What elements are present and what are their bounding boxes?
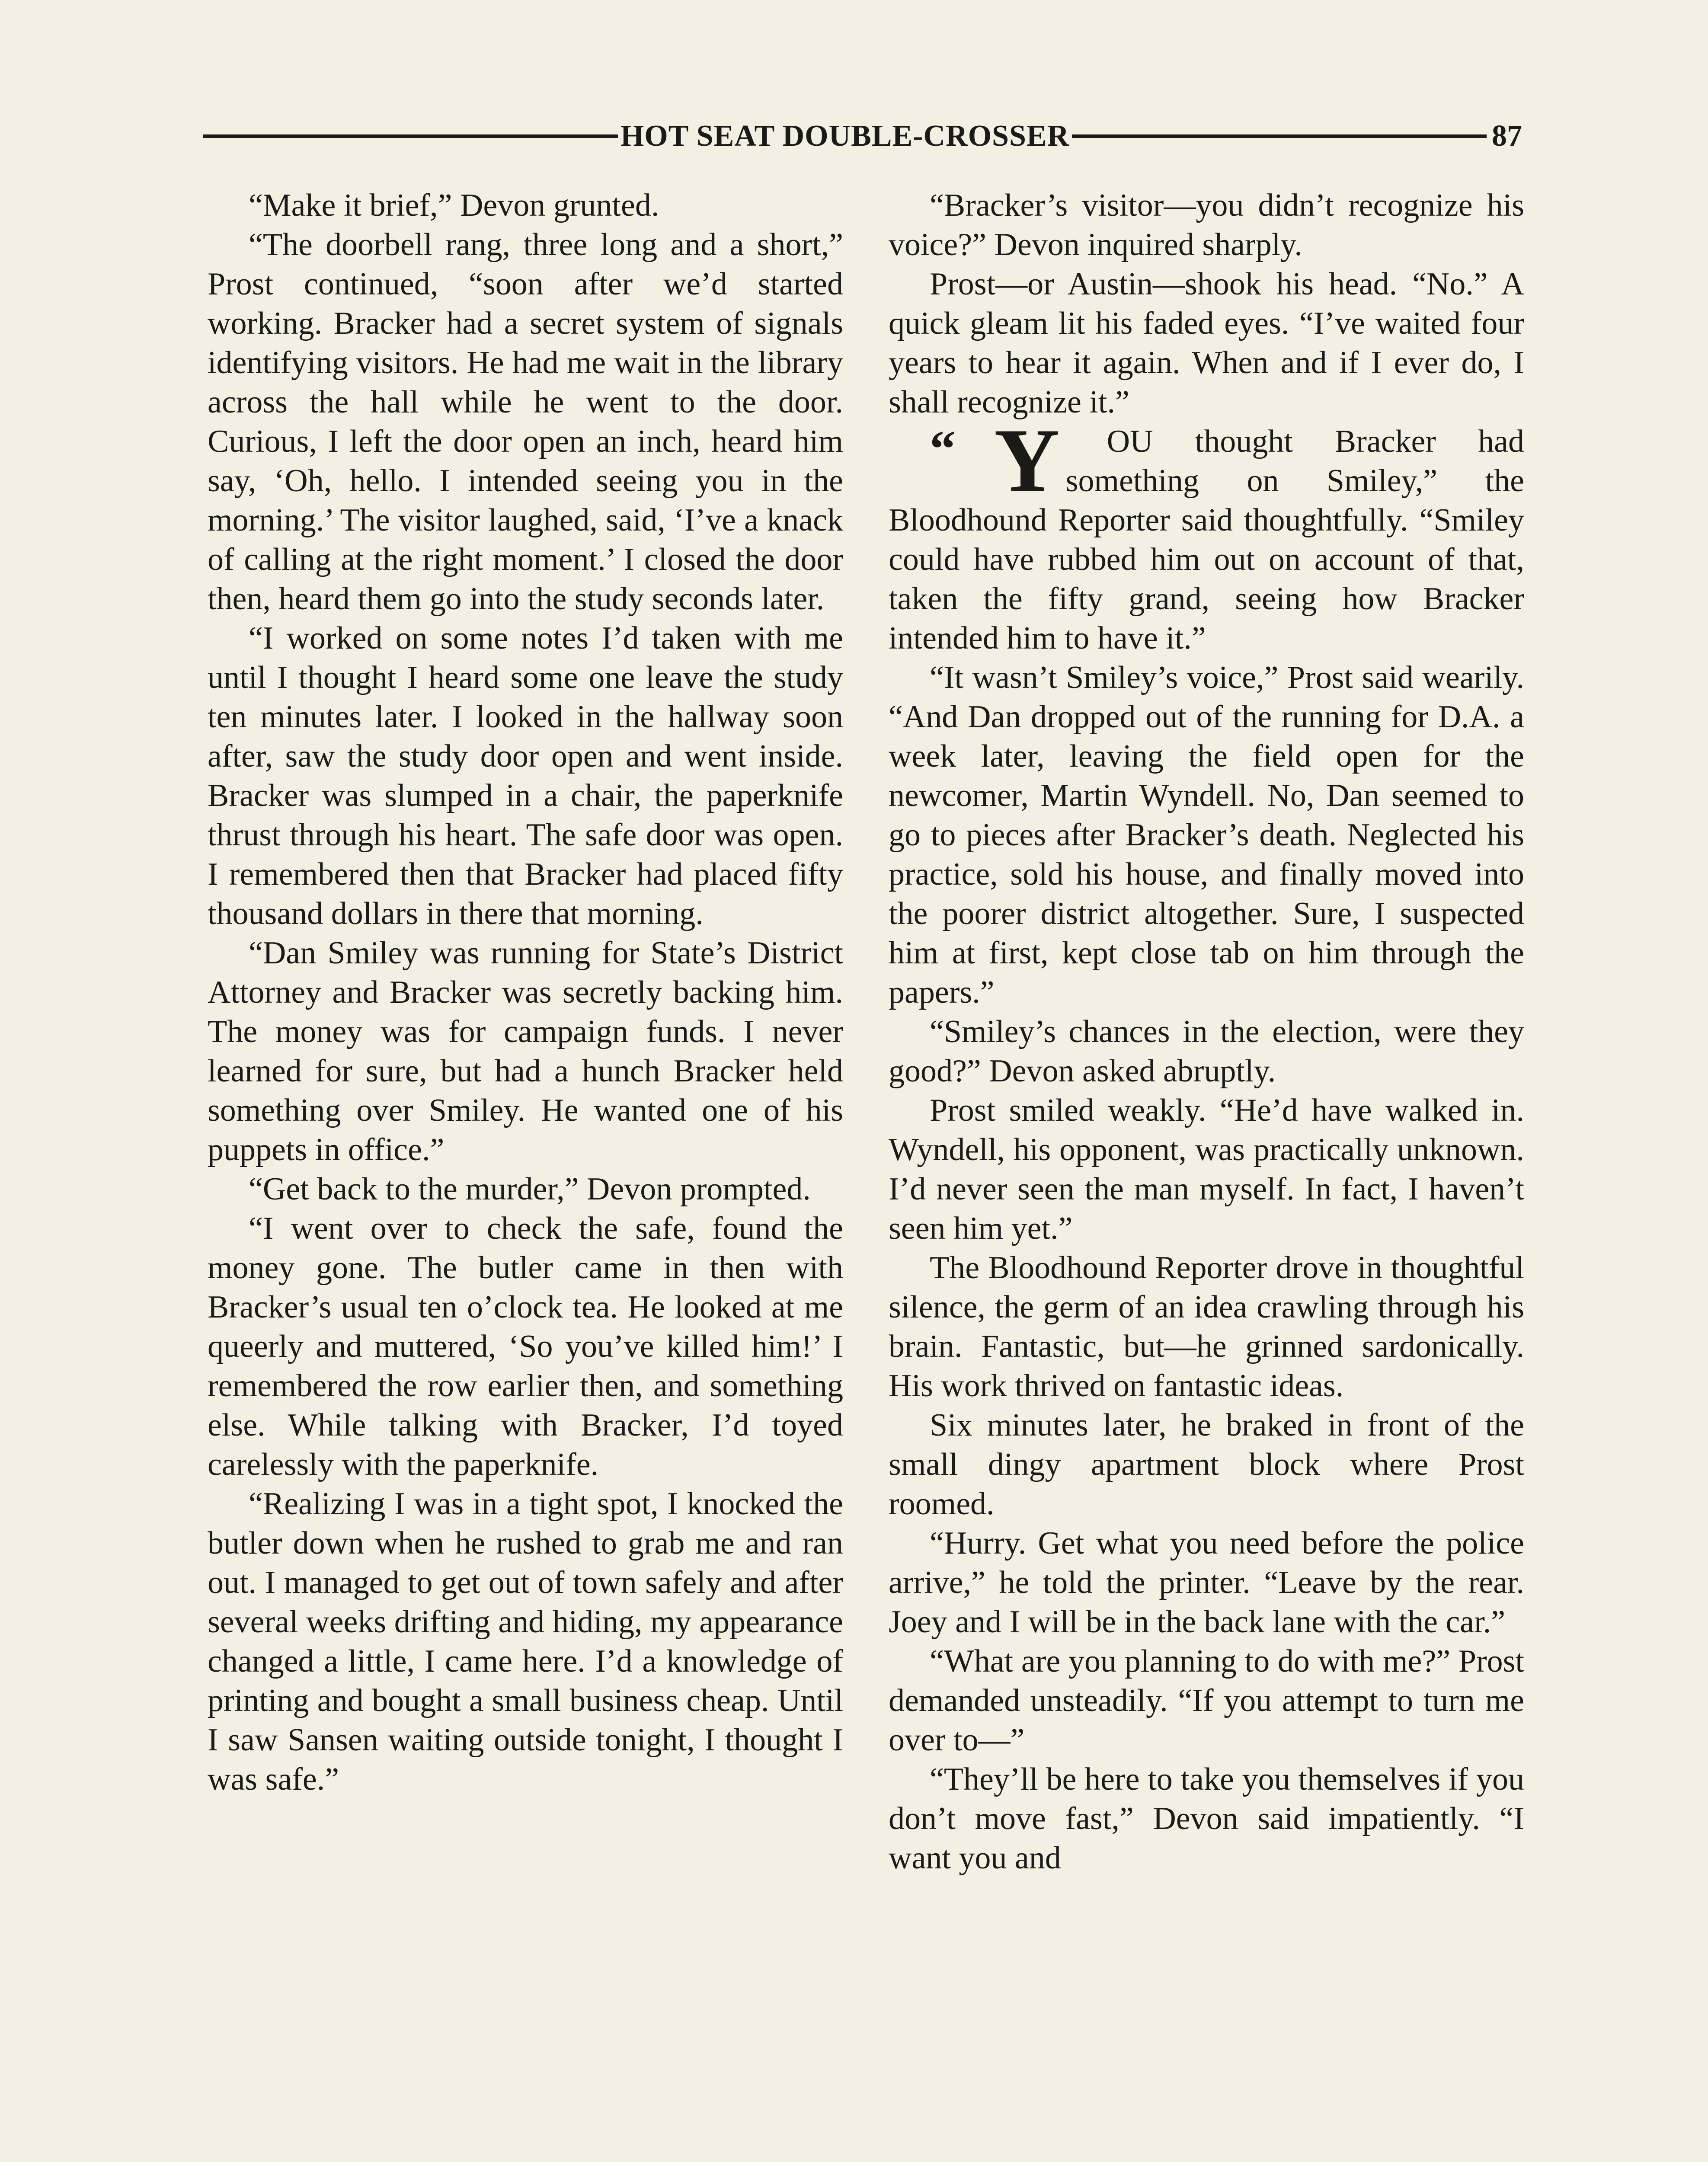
section-opening-paragraph (889, 410, 1524, 658)
page-number: 87 (1492, 119, 1522, 153)
paragraph: “I went over to check the safe, found the money gone. The butler came in then with Bracker’s usual ten o’clock tea. He looked at me queerly and muttered, ‘So you’ve killed him!’ I remembered the row earlier then, and something else. While talking with Bracker, I’d toyed carelessly with the paperknife. (208, 1211, 843, 1482)
story-title: HOT SEAT DOUBLE-CROSSER (620, 119, 1070, 153)
paragraph: “Dan Smiley was running for State’s District Attorney and Bracker was secretly backing him. The money was for campaign funds. I never learned for sure, but had a hunch Bracker held something over Smiley. He wanted one of his puppets in office.” (208, 935, 843, 1167)
header-rule-right (1072, 134, 1487, 138)
header-rule-left (203, 134, 618, 138)
paragraph: “Smiley’s chances in the election, were they good?” Devon asked abruptly. (889, 1014, 1524, 1089)
paragraph: Prost—or Austin—shook his head. “No.” A quick gleam lit his faded eyes. “I’ve waited four years to hear it again. When and if I ever do, I shall recognize it.” (889, 266, 1524, 420)
paragraph: “Bracker’s visitor—you didn’t recognize his voice?” Devon inquired sharply. (889, 188, 1524, 262)
paragraph: “Make it brief,” Devon grunted. (249, 188, 659, 223)
paragraph: “Get back to the murder,” Devon prompted. (249, 1171, 811, 1207)
paragraph: Six minutes later, he braked in front of the small dingy apartment block where Prost roomed. (889, 1407, 1524, 1522)
paragraph: “Hurry. Get what you need before the police arrive,” he told the printer. “Leave by the rear. Joey and I will be in the back lane with the car.” (889, 1526, 1524, 1640)
paragraph: Prost smiled weakly. “He’d have walked in. Wyndell, his opponent, was practically unknown. I’d never seen the man myself. In fact, I haven’t seen him yet.” (889, 1093, 1524, 1246)
paragraph: The Bloodhound Reporter drove in thoughtful silence, the germ of an idea crawling through his brain. Fantastic, but—he grinned sardonically. His work thrived on fantastic ideas. (889, 1250, 1524, 1404)
dropcap-letter: Y (994, 410, 1060, 511)
paragraph: “The doorbell rang, three long and a short,” Prost continued, “soon after we’d started working. Bracker had a secret system of signals identifying visitors. He had me wait in the library across the hall while he went to the door. Curious, I left the door open an inch, heard him say, ‘Oh, hello. I intended seeing you in the morning.’ The visitor laughed, said, ‘I’ve a knack of calling at the right moment.’ I closed the door then, heard them go into the study seconds later. (208, 227, 843, 617)
right-column (889, 186, 1524, 1878)
dropcap-quote: “ (930, 420, 956, 477)
running-header (203, 117, 1522, 156)
paragraph-text: OU thought Bracker had something on Smiley,” the Bloodhound Reporter said thoughtfully. “Smiley could have rubbed him out on account of that, taken the fifty grand, seeing how Bracker intended him to have it.” (889, 424, 1524, 656)
paragraph: “They’ll be here to take you themselves if you don’t move fast,” Devon said impatiently. “I want you and (889, 1762, 1524, 1876)
paragraph: “I worked on some notes I’d taken with me until I thought I heard some one leave the study ten minutes later. I looked in the hallway soon after, saw the study door open and went inside. Bracker was slumped in a chair, the paperknife thrust through his heart. The safe door was open. I remembered then that Bracker had placed fifty thousand dollars in there that morning. (208, 620, 843, 931)
paragraph: “It wasn’t Smiley’s voice,” Prost said wearily. “And Dan dropped out of the running for D.A. a week later, leaving the field open for the newcomer, Martin Wyndell. No, Dan seemed to go to pieces after Bracker’s death. Neglected his practice, sold his house, and finally moved into the poorer district altogether. Sure, I suspected him at first, kept close tab on him through the papers.” (889, 660, 1524, 1010)
paragraph: “Realizing I was in a tight spot, I knocked the butler down when he rushed to grab me and ran out. I managed to get out of town safely and after several weeks drifting and hiding, my appearance changed a little, I came here. I’d a knowledge of printing and bought a small business cheap. Until I saw Sansen waiting outside tonight, I thought I was safe.” (208, 1486, 843, 1797)
paragraph: “What are you planning to do with me?” Prost demanded unsteadily. “If you attempt to turn me over to—” (889, 1644, 1524, 1758)
left-column (208, 186, 843, 1799)
